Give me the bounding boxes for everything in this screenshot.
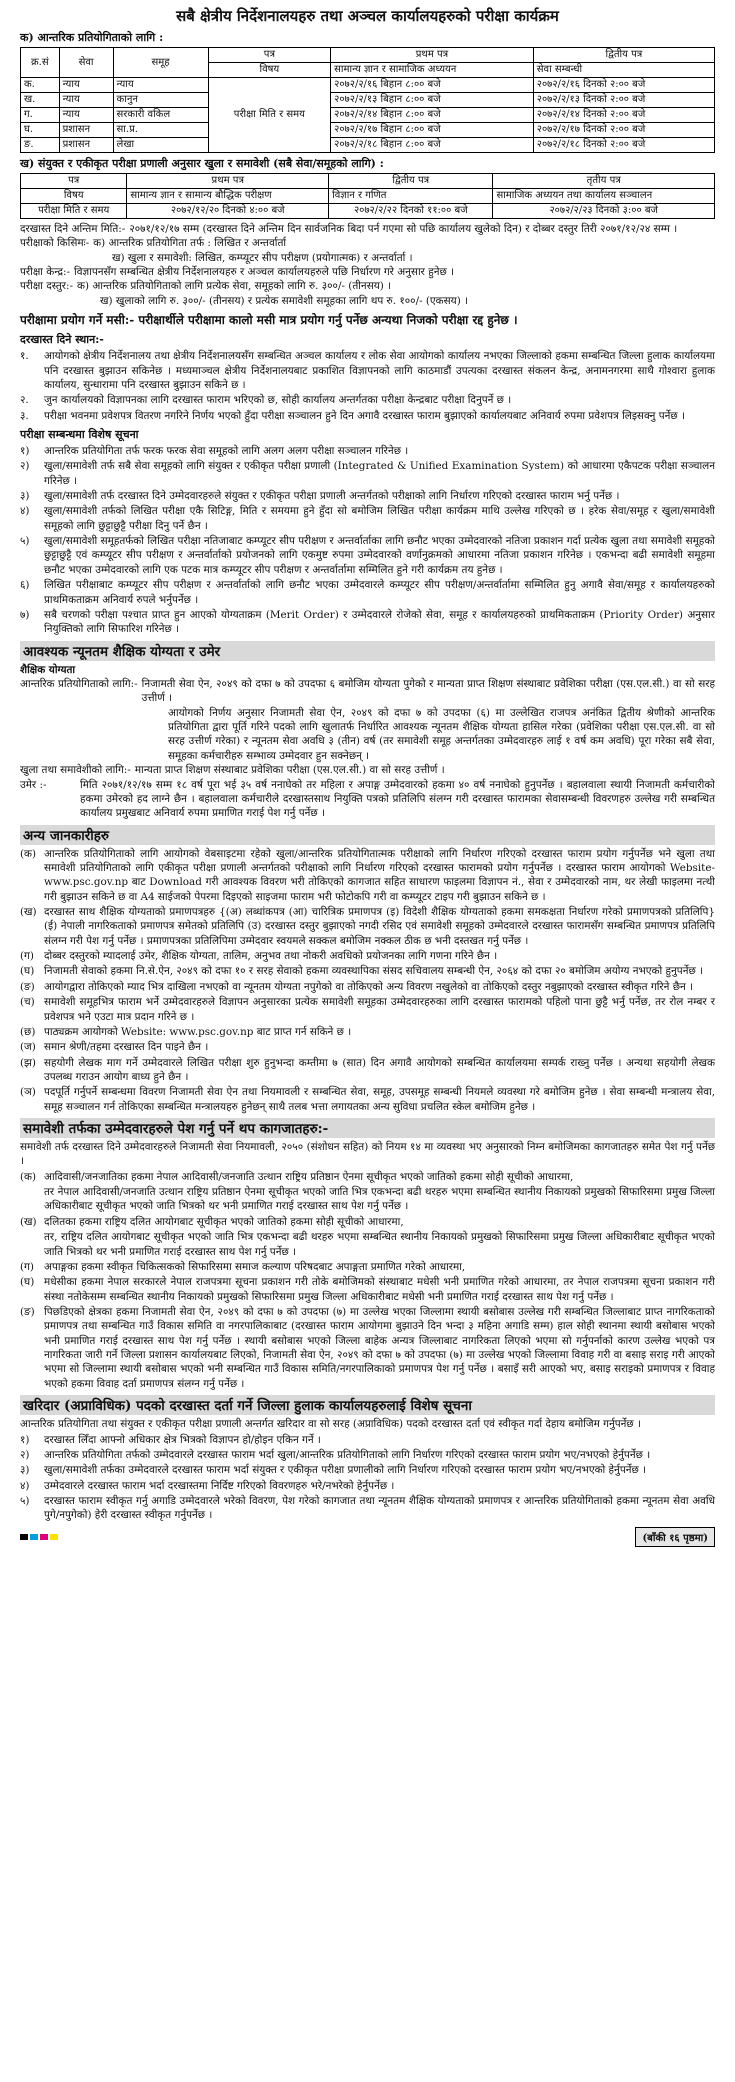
cell-service: प्रशासन bbox=[59, 123, 113, 138]
ink-warning: परीक्षामा प्रयोग गर्ने मसी:- परीक्षार्थीले परीक्षामा कालो मसी मात्र प्रयोग गर्नु पर्नेछ अन्यथा निजको परीक्षा रद्द हुनेछ । bbox=[20, 313, 518, 328]
first-subject: सामान्य ज्ञान र सामान्य बौद्धिक परीक्षण bbox=[127, 189, 329, 204]
item-text: दोब्बर दस्तुरको म्यादलाई उमेर, शैक्षिक योग्यता, तालिम, अनुभव तथा नोकरी अवधिको प्रयोजनका लागि गणना गरिने छैन । bbox=[44, 950, 498, 963]
age-label: उमेर :- bbox=[20, 778, 47, 791]
cell-second-date: २०७२/२/१८ दिनको २:०० बजे bbox=[533, 138, 714, 153]
item-text: आयोगद्वारा तोकिएको म्याद भित्र दाखिला नभएको वा न्यूनतम योग्यता नपुगेको वा तोकिएको अन्य विवरण नखुलेको वा तोकिएको दस्तुर नबुझाएको दरखास्त स्वीकृत गरिने छैन । bbox=[44, 980, 693, 993]
page-footer bbox=[20, 1527, 715, 1547]
list-item bbox=[20, 1494, 715, 1523]
cell-sn: क. bbox=[21, 78, 60, 93]
item-text: समान श्रेणी/तहमा दरखास्त दिन पाइने छैन । bbox=[44, 1041, 209, 1054]
item-text: आन्तरिक प्रतियोगिताको लागि आयोगको वेबसाइटमा रहेको खुला/आन्तरिक प्रतियोगितात्मक परीक्षाको लागि निर्धारण गरिएको दरखास्त फाराम प्रयोग गर्नुपर्नेछ भने खुला तथा समावेशी प्रतियोगिताको लागि एकीकृत परीक्षा प्रणाली अन्तर्गतको परीक्षाको लागि निर्धारण गरिएको दरखास्त फारामको प्रयोग गर्नुपर्नेछ । दरखास्त फाराम आयोगको Website-www.psc.gov.np बाट Download गरी आवश्यक विवरण भरी तोकिएको कागजात सहित साधारण फाइलमा विज्ञापन नं., सेवा र उम्मेदवारको नाम, थर लेखी फाइलमा नत्थी गरी बुझाउन सकिने छ वा A4 साईजको पेपरमा दिइएको साइजमा फाराम भरी फोटोकपि गरी वा कम्प्यूटर टाइप गरी बुझाउन सकिने छ । bbox=[44, 847, 715, 903]
list-item bbox=[20, 1433, 715, 1447]
deadline bbox=[20, 222, 715, 236]
item-number: (छ) bbox=[20, 1025, 36, 1038]
item-number: (च) bbox=[20, 996, 35, 1009]
table-row bbox=[21, 93, 715, 108]
list-item bbox=[20, 1185, 715, 1214]
list-item bbox=[20, 1040, 715, 1054]
fee-label: परीक्षा दस्तुर:- bbox=[20, 280, 74, 293]
cell-second-date: २०७२/२/१७ दिनको २:०० बजे bbox=[533, 123, 714, 138]
item-text: सबै चरणको परीक्षा पश्चात प्राप्त हुन आएको योग्यताक्रम (Merit Order) र उम्मेदवारले रोजेको सेवा, समूह र कार्यालयहरुको प्राथमिकताक्रम (Priority Order) अनुसार नियुक्तिको लागि सिफारिश गरिनेछ । bbox=[44, 608, 715, 636]
list-item bbox=[20, 489, 715, 503]
cell-service: न्याय bbox=[59, 93, 113, 108]
cell-group: कानुन bbox=[113, 93, 208, 108]
table-row bbox=[21, 123, 715, 138]
item-text: लिखित परीक्षाबाट कम्प्यूटर सीप परीक्षण र अन्तर्वार्ताको लागि छनौट भएका उम्मेदवारले कम्प्यूटर सीप परीक्षण/अन्तर्वार्तामा सम्मिलित हुनु अगावै सेवा/समूह र कार्यालयहरुको प्राथमिकताक्रम अनिवार्य रुपले भर्नुपर्नेछ । bbox=[44, 579, 715, 606]
list-item bbox=[20, 444, 715, 458]
item-number: (झ) bbox=[20, 1056, 36, 1069]
item-text: निजामती सेवाको हकमा नि.से.ऐन, २०४९ को दफा १० र सरह सेवाको हकमा व्यवस्थापिका संसद सचिवालय सम्बन्धी ऐन, २०६४ को दफा २० बमोजिम अयोग्य नभएको हुनुपर्नेछ । bbox=[44, 965, 703, 978]
item-number: (ग) bbox=[20, 950, 34, 963]
cell-first-date: २०७२/२/१८ बिहान ८:०० बजे bbox=[331, 138, 534, 153]
page-title: सबै क्षेत्रीय निर्देशनालयहरु तथा अञ्चल कार्यालयहरुको परीक्षा कार्यक्रम bbox=[176, 7, 559, 25]
item-number: १. bbox=[20, 350, 29, 363]
centre-text: विज्ञापनसँग सम्बन्धित क्षेत्रीय निर्देशनालयहरु र अञ्चल कार्यालयहरुले पछि निर्धारण गरे अनुसार हुनेछ । bbox=[74, 266, 455, 279]
first-date: २०७२/१२/२० दिनको ४:०० बजे bbox=[127, 204, 329, 219]
postal-intro: आन्तरिक प्रतियोगिता तथा संयुक्त र एकीकृत परीक्षा प्रणाली अन्तर्गत खरिदार वा सो सरह (अप्राविधिक) पदको दरखास्त दर्ता एवं स्वीकृत गर्दा देहाय बमोजिम गर्नुपर्नेछ । bbox=[20, 1418, 641, 1431]
cell-group: सरकारी वकिल bbox=[113, 108, 208, 123]
col-third: तृतीय पत्र bbox=[493, 174, 715, 189]
table-row bbox=[21, 138, 715, 153]
item-text: खुला/समावेशी समूहतर्फको लिखित परीक्षा नतिजाबाट कम्प्यूटर सीप परीक्षण र अन्तर्वार्ताका लागि छनौट भएका उम्मेदवारको नतिजा प्रकाशन गर्दा प्रत्येक खुला तथा समावेशी समूहको छुट्टाछुट्टै एवं कम्प्यूटर सीप परीक्षण र अन्तर्वार्ताको प्रयोजनको लागि एकमुष्ट रुपमा उम्मेदवारको वर्णानुक्रमको आधारमा नतिजा प्रकाशन गरिनेछ । एकभन्दा बढी समावेशी समूहमा छनौट भएका उम्मेदवारको लागि एक पटक मात्र कम्प्यूटर सीप परीक्षण र अन्तर्वार्तामा सम्मिलित हुने गरी कार्यक्रम तय हुनेछ । bbox=[44, 535, 715, 576]
section-a-label: क) आन्तरिक प्रतियोगिताको लागि : bbox=[20, 31, 164, 44]
item-number: (ञ) bbox=[20, 1086, 36, 1099]
place-heading: दरखास्त दिने स्थान:- bbox=[20, 333, 104, 347]
col-first: प्रथम पत्र bbox=[127, 174, 329, 189]
item-number: ४) bbox=[20, 505, 30, 518]
item-number: (ज) bbox=[20, 1041, 36, 1054]
cell-group: सा.प्र. bbox=[113, 123, 208, 138]
item-text: आयोगको क्षेत्रीय निर्देशनालय तथा क्षेत्रीय निर्देशनालयसँग सम्बन्धित अञ्चल कार्यालय र लोक सेवा आयोगको कार्यालय नभएका जिल्लाको हकमा सम्बन्धित जिल्ला हुलाक कार्यालयमा पनि दरखास्त बुझाउन सकिनेछ । मध्यमाञ्चल क्षेत्रीय निर्देशनालयबाट प्रकाशित विज्ञापनको लागि काठमाडौं उपत्यका दरखास्त संकलन केन्द्र, अनामनगरमा साथै गोश्वारा हुलाक कार्यालय, सुन्धारामा पनि दरखास्त बुझाउन सकिने छ । bbox=[44, 350, 715, 391]
centre-label: परीक्षा केन्द्र:- bbox=[20, 266, 71, 279]
item-number: ६) bbox=[20, 579, 30, 592]
list-item bbox=[20, 995, 715, 1024]
col-service: सेवा bbox=[59, 48, 113, 78]
item-text: परीक्षा भवनमा प्रवेशपत्र वितरण नगरिने निर्णय भएको हुँदा परीक्षा सञ्चालन हुने दिन अगावै दरखास्त फाराम बुझाएको कार्यालयबाट अनिवार्य रुपमा प्रवेशपत्र लिइसक्नु पर्नेछ । bbox=[44, 409, 685, 422]
notice-heading: परीक्षा सम्बन्धमा विशेष सूचना bbox=[20, 427, 139, 441]
item-number: (ङ) bbox=[20, 980, 35, 993]
list-item bbox=[20, 393, 715, 407]
col-paper: पत्र bbox=[208, 48, 331, 63]
item-text: सहयोगी लेखक माग गर्ने उम्मेदवारले लिखित परीक्षा शुरु हुनुभन्दा कम्तीमा ७ (सात) दिन अगावै आयोगको सम्बन्धित कार्यालयमा सम्पर्क राख्नु पर्नेछ । अन्यथा सहयोगी लेखक उपलब्ध गराउन आयोग बाध्य हुने छैन । bbox=[44, 1056, 715, 1083]
list-item bbox=[20, 578, 715, 607]
list-item bbox=[20, 1275, 715, 1304]
item-text: पाठ्यक्रम आयोगको Website: www.psc.gov.np बाट प्राप्त गर्न सकिने छ । bbox=[44, 1025, 352, 1038]
item-text: तर नेपाल आदिवासी/जनजाति उत्थान राष्ट्रिय प्रतिष्ठान ऐनमा सूचीकृत भएको जाति भित्र एकभन्दा बढी थरहरु भएमा सम्बन्धित स्थानीय निकायको प्रमुखको सिफारिसमा प्रमुख जिल्ला अधिकारीबाट सूचीकृत भएको जाति भित्रको थर भनी प्रमाणित गराई दरखास्त साथ पेश गर्नु पर्नेछ । bbox=[44, 1186, 715, 1213]
open-text: मान्यता प्राप्त शिक्षण संस्थाबाट प्रवेशिका परीक्षा (एस.एल.सी.) वा सो सरह उत्तीर्ण । bbox=[134, 764, 445, 777]
item-number: १) bbox=[20, 444, 30, 457]
item-number: ३) bbox=[20, 1464, 30, 1477]
item-text: दरखास्त फाराम स्वीकृत गर्नु अगाडि उम्मेदवारले भरेको विवरण, पेश गरेको कागजात तथा न्यूनतम शैक्षिक योग्यताको प्रमाणपत्र र आन्तरिक प्रतियोगिताको हकमा न्यूनतम सेवा अवधि पुगे/नपुगेको) हेरी दरखास्त स्वीकृत गर्नुपर्नेछ । bbox=[44, 1494, 715, 1522]
item-text: तर, राष्ट्रिय दलित आयोगबाट सूचीकृत भएको जाति भित्र एकभन्दा बढी थरहरु भएमा सम्बन्धित स्थानीय निकायको प्रमुखको सिफारिसमा प्रमुख जिल्ला अधिकारीबाट सूचीकृत भएको जाति भित्रको थर भनी प्रमाणित गराई दरखास्त साथ पेश गर्नु पर्नेछ । bbox=[44, 1231, 715, 1258]
other-info-band: अन्य जानकारीहरु bbox=[20, 825, 715, 845]
list-item bbox=[20, 459, 715, 488]
qualification-heading: शैक्षिक योग्यता bbox=[20, 663, 76, 676]
item-number: (घ) bbox=[20, 965, 35, 978]
row-subject-label: विषय bbox=[208, 63, 331, 78]
list-item bbox=[20, 964, 715, 978]
item-number: ४) bbox=[20, 1479, 30, 1492]
list-item bbox=[20, 905, 715, 948]
item-text: पिछडिएको क्षेत्रका हकमा निजामती सेवा ऐन, २०४९ को दफा ७ को उपदफा (७) मा उल्लेख भएका जिल्लामा स्थायी बसोबास उल्लेख गरी सम्बन्धित जिल्लाबाट प्राप्त नागरिकताको प्रमाणपत्र तथा सम्बन्धित गाउँ विकास समिति वा नगरपालिकाबाट (दरखास्त फाराम आयोगमा बुझाउने दिन भन्दा ३ महिना अगाडि सम्म) हाल सोही स्थानमा स्थायी बसोबास भएको भनी प्रमाणित गराई दरखास्त साथ पेश गर्नु पर्नेछ । स्थायी बसोबास भएको जिल्ला बाहेक अन्यत्र जिल्लाबाट नागरिकता लिएको भएमा सो गर्नुपर्नाको कारण उल्लेख भएको पत्र नागरिकता जारी गर्ने जिल्ला प्रशासन कार्यालयबाट लिएको, निजामती सेवा ऐन, २०४९ को दफा ७ को उपदफा (७) मा उल्लेख भएको जिल्लामा विवाह गरी वा बसाइ सराइ गरी आएको भएमा सो जिल्लामा स्थायी बसोबास भएको भनी सम्बन्धित गाउँ विकास समिति/नगरपालिकाको प्रमाणपत्र पेश गर्नु पर्नेछ । बसाइँ सरी आएको भए, बसाइ सराइको प्रमाणपत्र र विवाह भएको हकमा विवाह दर्ता प्रमाणपत्र संलग्न गर्नु पर्नेछ । bbox=[44, 1306, 715, 1390]
inclusive-intro: समावेशी तर्फ दरखास्त दिने उम्मेदवारहरुले निजामती सेवा नियमावली, २०५० (संशोधन सहित) को नियम १४ मा व्यवस्था भए अनुसारको निम्न बमोजिमका कागजातहरु समेत पेश गर्नु पर्नेछ । bbox=[20, 1141, 715, 1168]
list-item bbox=[20, 1056, 715, 1085]
method-label: परीक्षाको किसिमः- bbox=[20, 237, 90, 250]
cell-sn: ग. bbox=[21, 108, 60, 123]
item-text: खुला/समावेशी तर्फ सबै सेवा समूहको लागि संयुक्त र एकीकृत परीक्षा प्रणाली (Integrated & Unified Examination System) को आधारमा एकैपटक परीक्षा सञ्चालन गरिनेछ । bbox=[44, 460, 715, 487]
second-subject: सेवा सम्बन्धी bbox=[533, 63, 714, 78]
cell-sn: घ. bbox=[21, 123, 60, 138]
item-number: (क) bbox=[20, 1170, 37, 1183]
item-number: २) bbox=[20, 1448, 30, 1461]
item-text: पदपूर्ति गर्नुपर्ने सम्बन्धमा विवरण निजामती सेवा ऐन तथा नियमावली र सम्बन्धित सेवा, समूह, उपसमूह सम्बन्धी नियमले व्यवस्था गरे बमोजिम हुनेछ । सेवा सम्बन्धी मन्त्रालय सेवा, समूह सञ्चालन गर्न तोकिएका सम्बन्धित मन्त्रालयहरु हुनेछन् साथै तलब भत्ता लगायतका अन्य सुविधा प्रचलित स्केल बमोजिम हुनेछ । bbox=[44, 1086, 715, 1113]
deadline-text: २०७१/१२/१७ सम्म (दरखास्त दिने अन्तिम दिन सार्वजनिक बिदा पर्न गएमा सो पछि कार्यालय खुलेको दिन) र दोब्बर दस्तुर तिरी २०७१/१२/२४ सम्म । bbox=[129, 223, 678, 235]
internal-text-note: आयोगको निर्णय अनुसार निजामती सेवा ऐन, २०४९ को दफा ७ को उपदफा (६) मा उल्लेखित राजपत्र अनंकित द्वितीय श्रेणीको आन्तरिक प्रतियोगिता द्वारा पूर्ति गरिने पदको लागि खुलातर्फ निर्धारित आवश्यक न्यूनतम शैक्षिक योग्यता हासिल गरेका (प्रवेशिका परीक्षा एस.एल.सी. वा सो सरह उत्तीर्ण गरेका) र न्यूनतम सेवा अवधि ३ (तीन) वर्ष (तर समावेशी समूह अन्तर्गतका उम्मेदवारहरु लाई १ वर्ष कम अवधि) पूरा गरेका सबै सेवा, समूहका कर्मचारीहरु सम्भाव्य उम्मेदवार हुन सक्नेछन् । bbox=[168, 706, 715, 762]
table-row bbox=[21, 108, 715, 123]
cell-service: प्रशासन bbox=[59, 138, 113, 153]
item-number: ५) bbox=[20, 535, 30, 548]
item-text: दलितका हकमा राष्ट्रिय दलित आयोगबाट सूचीकृत भएको जातिको हकमा सोही सूचीको आधारमा, bbox=[44, 1215, 404, 1228]
list-item bbox=[20, 980, 715, 994]
deadline-label: दरखास्त दिने अन्तिम मिति:- bbox=[20, 223, 126, 235]
list-item bbox=[20, 409, 715, 423]
list-item bbox=[20, 1448, 715, 1462]
item-text: आदिवासी/जनजातिका हकमा नेपाल आदिवासी/जनजाति उत्थान राष्ट्रिय प्रतिष्ठान ऐनमा सूचीकृत भएको जातिको हकमा सोही सूचीको आधारमा, bbox=[44, 1170, 574, 1183]
cell-first-date: २०७२/२/१६ बिहान ८:०० बजे bbox=[331, 78, 534, 93]
item-number: ३) bbox=[20, 490, 30, 503]
col-sn: क्र.सं bbox=[21, 48, 60, 78]
item-number bbox=[20, 1185, 44, 1214]
list-item bbox=[20, 1085, 715, 1114]
item-number: १) bbox=[20, 1433, 30, 1446]
item-text: जुन कार्यालयको विज्ञापनका लागि दरखास्त फाराम भरिएको छ, सोही कार्यालय अन्तर्गतका परीक्षा केन्द्रबाट परीक्षा दिनुपर्ने छ । bbox=[44, 394, 512, 407]
first-subject: सामान्य ज्ञान र सामाजिक अध्ययन bbox=[331, 63, 534, 78]
exam-centre bbox=[20, 265, 715, 279]
list-item bbox=[20, 1025, 715, 1039]
second-date: २०७२/२/२२ दिनको ११:०० बजे bbox=[329, 204, 493, 219]
list-item bbox=[20, 504, 715, 533]
item-number: (ग) bbox=[20, 1260, 34, 1273]
list-item bbox=[20, 534, 715, 577]
cell-second-date: २०७२/२/१३ दिनको २:०० बजे bbox=[533, 93, 714, 108]
col-second: द्वितीय पत्र bbox=[329, 174, 493, 189]
method-a: क) आन्तरिक प्रतियोगिता तर्फ : लिखित र अन्तर्वार्ता bbox=[93, 237, 287, 250]
table-row bbox=[21, 78, 715, 93]
list-item bbox=[20, 1479, 715, 1493]
item-number: ३. bbox=[20, 409, 29, 422]
list-item bbox=[20, 1170, 715, 1184]
item-number: ५) bbox=[20, 1494, 30, 1507]
cell-first-date: २०७२/२/१७ बिहान ८:०० बजे bbox=[331, 123, 534, 138]
internal-exam-table bbox=[20, 47, 715, 153]
fee-b: ख) खुलाको लागि रु. ३००/- (तीनसय) र प्रत्येक समावेशी समूहका लागि थप रु. १००/- (एकसय) । bbox=[100, 294, 469, 307]
item-number: (क) bbox=[20, 847, 37, 860]
row-subject-label: विषय bbox=[21, 189, 127, 204]
col-first: प्रथम पत्र bbox=[331, 48, 534, 63]
section-b-label: ख) संयुक्त र एकीकृत परीक्षा प्रणाली अनुसार खुला र समावेशी (सबै सेवा/समूहको लागि) : bbox=[20, 157, 384, 170]
item-number: २) bbox=[20, 460, 30, 473]
item-text: अपाङ्गका हकमा स्वीकृत चिकित्सकको सिफारिसमा समाज कल्याण परिषदबाट अपाङ्गता प्रमाणित गरेको आधारमा, bbox=[44, 1260, 466, 1273]
date-label: परीक्षा मिति र समय bbox=[21, 204, 127, 219]
cell-group: न्याय bbox=[113, 78, 208, 93]
third-subject: सामाजिक अध्ययन तथा कार्यालय सञ्चालन bbox=[493, 189, 715, 204]
list-item bbox=[20, 1230, 715, 1259]
age-requirement bbox=[20, 778, 715, 821]
item-text: उम्मेदवारले दरखास्त फाराम भर्दा दरखास्तमा निर्दिष्ट गरिएको विवरणहरु भरे/नभरेको हेर्नुपर्नेछ । bbox=[44, 1479, 395, 1492]
internal-label: आन्तरिक प्रतियोगिताको लागि:- bbox=[20, 677, 138, 690]
col-group: समूह bbox=[113, 48, 208, 78]
list-item bbox=[20, 1215, 715, 1229]
cell-second-date: २०७२/२/१६ दिनको २:०० बजे bbox=[533, 78, 714, 93]
list-item bbox=[20, 1305, 715, 1391]
open-label: खुला तथा समावेशीको लागि:- bbox=[20, 764, 131, 777]
third-date: २०७२/२/२३ दिनको ३:०० बजे bbox=[493, 204, 715, 219]
fee-a: क) आन्तरिक प्रतियोगिताको लागि प्रत्येक सेवा, समूहको लागि रु. ३००/- (तीनसय) । bbox=[77, 280, 392, 293]
item-number: (ख) bbox=[20, 906, 37, 919]
cell-service: न्याय bbox=[59, 108, 113, 123]
col-paper: पत्र bbox=[21, 174, 127, 189]
item-text: खुला/समावेशी तर्फ दरखास्त दिने उम्मेदवारहरुले संयुक्त र एकीकृत परीक्षा प्रणाली अन्तर्गतको परीक्षाको लागि निर्धारण गरिएको दरखास्त फाराम भर्नु पर्नेछ । bbox=[44, 490, 620, 503]
item-number: ७) bbox=[20, 608, 30, 621]
item-text: दरखास्त लिँदा आफ्नो अधिकार क्षेत्र भित्रको विज्ञापन हो/होइन एकिन गर्ने । bbox=[44, 1433, 321, 1446]
item-number bbox=[20, 1230, 44, 1259]
open-exam-table bbox=[20, 173, 715, 219]
item-text: आन्तरिक प्रतियोगिता तर्फको उम्मेदवारले दरखास्त फाराम भर्दा खुला/आन्तरिक प्रतियोगिताको लागि निर्धारण गरिएको दरखास्त फाराम प्रयोग भए/नभएको हेर्नुपर्नेछ । bbox=[44, 1448, 651, 1461]
item-number: २. bbox=[20, 394, 29, 407]
date-label: परीक्षा मिति र समय bbox=[208, 78, 331, 153]
cell-sn: ङ. bbox=[21, 138, 60, 153]
continued-note: (बाँकी १६ पृष्ठमा) bbox=[635, 1527, 715, 1547]
list-item bbox=[20, 847, 715, 904]
cell-first-date: २०७२/२/१४ बिहान ८:०० बजे bbox=[331, 108, 534, 123]
cell-group: लेखा bbox=[113, 138, 208, 153]
item-text: समावेशी समूहभित्र फाराम भर्ने उम्मेदवारहरुले विज्ञापन अनुसारका प्रत्येक समावेशी समूहका उम्मेदवारहरुका लागि दरखास्त फारामको पहिलो पाना छुट्टै भर्नु पर्नेछ, तर रोल नम्बर र प्रवेशपत्र भने एउटा मात्र प्रदान गरिने छ । bbox=[44, 996, 715, 1023]
item-text: खुला/समावेशी तर्फको लिखित परीक्षा एकै सिटिङ्ग, मिति र समयमा हुने हुँदा सो बमोजिम लिखित परीक्षा कार्यक्रम माथि उल्लेख गरिएको छ । हरेक सेवा/समूह र खुला/समावेशी समूहको लागि छुट्टाछुट्टै परीक्षा दिनु पर्ने छैन । bbox=[44, 505, 715, 532]
cell-sn: ख. bbox=[21, 93, 60, 108]
inclusive-band: समावेशी तर्फका उम्मेदवारहरुले पेश गर्नु पर्ने थप कागजातहरु:- bbox=[20, 1118, 715, 1138]
postal-band: खरिदार (अप्राविधिक) पदको दरखास्त दर्ता गर्ने जिल्ला हुलाक कार्यालयहरुलाई विशेष सूचना bbox=[20, 1395, 715, 1415]
item-number: (घ) bbox=[20, 1276, 35, 1289]
cell-second-date: २०७२/२/१४ दिनको २:०० बजे bbox=[533, 108, 714, 123]
method-b: ख) खुला र समावेशी: लिखित, कम्प्यूटर सीप परीक्षण (प्रयोगात्मक) र अन्तर्वार्ता । bbox=[112, 251, 413, 264]
item-text: दरखास्त साथ शैक्षिक योग्यताको प्रमाणपत्रहरु {(अ) लब्धांकपत्र (आ) चारित्रिक प्रमाणपत्र (इ) विदेशी शैक्षिक योग्यताको हकमा समकक्षता निर्धारण गरेको प्रमाणपत्रको प्रतिलिपि} (ई) नेपाली नागरिकताको प्रमाणपत्र समेतको प्रतिलिपि (उ) दरखास्त दस्तुर बुझाएको नगदी रसिद एवं समावेशी समूहको उम्मेदवारले दरखास्त फारामसँग सम्बन्धित प्रमाणपत्र प्रतिलिपि संलग्न गरी पेश गर्नु पर्नेछ । प्रमाणपत्रका प्रतिलिपिमा उम्मेदवार स्वयमले सक्कल बमोजिम नक्कल ठीक छ भनी दस्तखत गर्नु पर्नेछ । bbox=[44, 906, 715, 947]
item-text: आन्तरिक प्रतियोगिता तर्फ फरक फरक सेवा समूहको लागि अलग अलग परीक्षा सञ्चालन गरिनेछ । bbox=[44, 444, 409, 457]
cell-service: न्याय bbox=[59, 78, 113, 93]
internal-text: निजामती सेवा ऐन, २०४९ को दफा ७ को उपदफा ६ बमोजिम योग्यता पुगेको र मान्यता प्राप्त शिक्षण संस्थाबाट प्रवेशिका परीक्षा (एस.एल.सी.) वा सो सरह उत्तीर्ण । bbox=[141, 677, 715, 705]
cell-first-date: २०७२/२/१३ बिहान ८:०० बजे bbox=[331, 93, 534, 108]
qualification-band: आवश्यक न्यूनतम शैक्षिक योग्यता र उमेर bbox=[20, 641, 715, 661]
print-color-bar bbox=[20, 1534, 58, 1540]
exam-fee bbox=[20, 279, 715, 293]
second-subject: विज्ञान र गणित bbox=[329, 189, 493, 204]
list-item bbox=[20, 1260, 715, 1274]
list-item bbox=[20, 608, 715, 637]
item-text: खुला/समावेशी तर्फका उम्मेदवारले दरखास्त फाराम भर्दा संयुक्त र एकीकृत परीक्षा प्रणालीको लागि निर्धारण गरिएको दरखास्त फाराम प्रयोग भए/नभएको हेर्नुपर्नेछ । bbox=[44, 1464, 647, 1477]
open-qualification bbox=[20, 763, 715, 777]
list-item bbox=[20, 349, 715, 392]
item-number: (ख) bbox=[20, 1215, 37, 1228]
age-text: मिति २०७१/१२/१७ सम्म १८ वर्ष पूरा भई ३५ वर्ष ननाघेको तर महिला र अपाङ्ग उम्मेदवारको हकमा ४० वर्ष ननाघेको हुनुपर्नेछ । बहालवाला स्थायी निजामती कर्मचारीको हकमा उमेरको हद लाग्ने छैन । बहालवाला कर्मचारीले दरखास्तसाथ नियुक्ति पत्रको प्रतिलिपि संलग्न गरी दरखास्त फारामका सेवासम्बन्धी विवरणहरु उल्लेख गरी सम्बन्धित कार्यालय प्रमुखबाट अनिवार्य रुपमा प्रमाणित गराई पेश गर्नु पर्नेछ । bbox=[80, 778, 715, 820]
exam-method bbox=[20, 236, 715, 250]
internal-qualification bbox=[20, 677, 715, 706]
list-item bbox=[20, 1463, 715, 1477]
col-second: द्वितीय पत्र bbox=[533, 48, 714, 63]
item-number: (ङ) bbox=[20, 1306, 35, 1318]
item-text: मधेसीका हकमा नेपाल सरकारले नेपाल राजपत्रमा सूचना प्रकाशन गरी तोके बमोजिमको संस्थाबाट मधेसी भनी प्रमाणित गरेको आधारमा, तर नेपाल राजपत्रमा सूचना प्रकाशन गरी संस्था नतोकेसम्म सम्बन्धित स्थानीय निकायको प्रमुखको सिफारिसमा प्रमुख जिल्ला अधिकारीबाट मधेसी भनी प्रमाणित गराई दरखास्त साथ पेश गर्नु पर्नेछ । bbox=[44, 1276, 715, 1303]
page bbox=[10, 0, 725, 1547]
list-item bbox=[20, 949, 715, 963]
